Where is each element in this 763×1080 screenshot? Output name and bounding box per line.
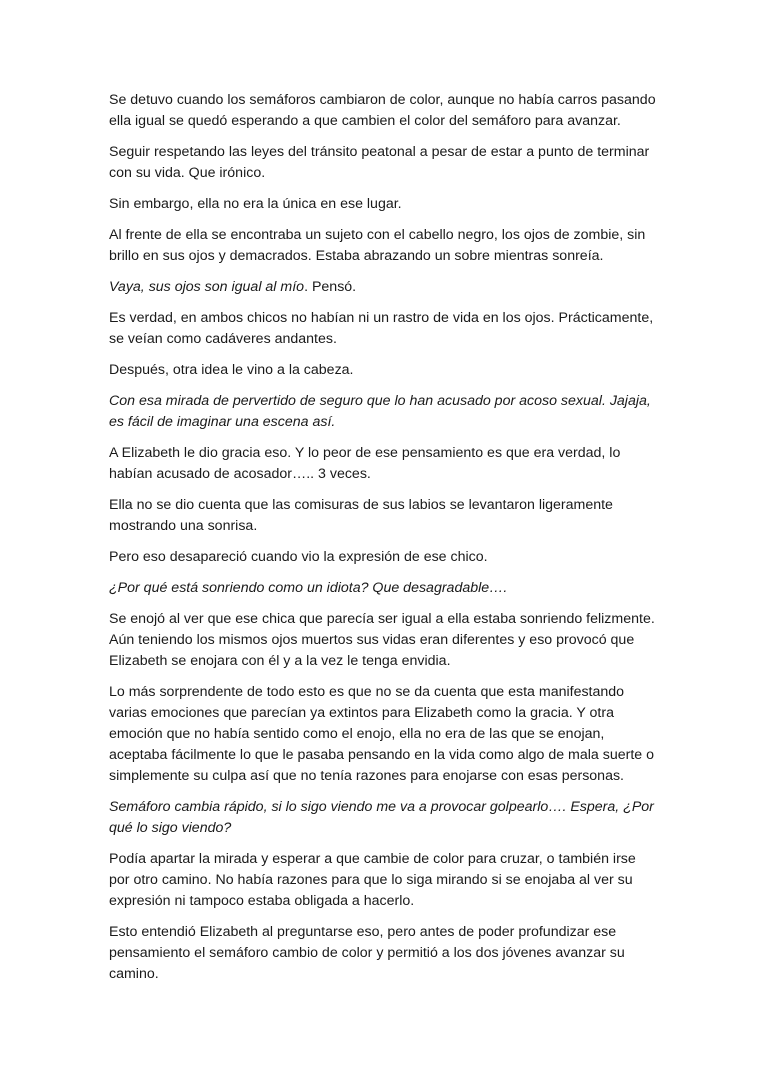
paragraph-9: A Elizabeth le dio gracia eso. Y lo peor de ese pensamiento es que era verdad, lo habían acusado de acosador….. 3 veces. — [109, 445, 621, 482]
paragraph-15: Semáforo cambia rápido, si lo sigo viendo me va a provocar golpearlo…. Espera, ¿Por qué lo sigo viendo? — [109, 799, 654, 836]
paragraph-14: Lo más sorprendente de todo esto es que no se da cuenta que esta manifestando varias emociones que parecían ya extintos para Elizabeth como la gracia. Y otra emoción que no había sentido como el enojo, ella no era de las que se enojan, aceptaba fácilmente lo que le pasaba pensando en la vida como algo de mala suerte o simplemente su culpa así que no tenía razones para enojarse con esas personas. — [109, 684, 655, 784]
paragraph-5 — [109, 277, 657, 298]
paragraph-10: Ella no se dio cuenta que las comisuras de sus labios se levantaron ligeramente mostrando una sonrisa. — [109, 497, 613, 534]
paragraph-16: Podía apartar la mirada y esperar a que cambie de color para cruzar, o también irse por otro camino. No había razones para que lo siga mirando si se enojaba al ver su expresión ni tampoco estaba obligada a hacerlo. — [109, 851, 636, 909]
paragraph-1: Se detuvo cuando los semáforos cambiaron de color, aunque no había carros pasando ella igual se quedó esperando a que cambien el color del semáforo para avanzar. — [109, 92, 656, 129]
paragraph-3: Sin embargo, ella no era la única en ese lugar. — [109, 196, 402, 212]
paragraph-13: Se enojó al ver que ese chica que parecía ser igual a ella estaba sonriendo felizmente. Aún teniendo los mismos ojos muertos sus vidas eran diferentes y eso provocó que Elizabeth se enojara con él y a la vez le tenga envidia. — [109, 611, 655, 669]
paragraph-8: Con esa mirada de pervertido de seguro que lo han acusado por acoso sexual. Jajaja, es fácil de imaginar una escena así. — [109, 393, 651, 430]
paragraph-7: Después, otra idea le vino a la cabeza. — [109, 362, 354, 378]
paragraph-6: Es verdad, en ambos chicos no habían ni un rastro de vida en los ojos. Prácticamente, se veían como cadáveres andantes. — [109, 310, 654, 347]
paragraph-5-thought: Vaya, sus ojos son igual al mío — [109, 279, 305, 295]
paragraph-5-rest: . Pensó. — [304, 279, 357, 295]
document-page — [109, 90, 657, 995]
paragraph-12: ¿Por qué está sonriendo como un idiota? Que desagradable…. — [109, 580, 508, 596]
paragraph-2: Seguir respetando las leyes del tránsito peatonal a pesar de estar a punto de terminar con su vida. Que irónico. — [109, 144, 650, 181]
paragraph-17: Esto entendió Elizabeth al preguntarse eso, pero antes de poder profundizar ese pensamiento el semáforo cambio de color y permitió a los dos jóvenes avanzar su camino. — [109, 924, 625, 982]
paragraph-11: Pero eso desapareció cuando vio la expresión de ese chico. — [109, 549, 488, 565]
paragraph-4: Al frente de ella se encontraba un sujeto con el cabello negro, los ojos de zombie, sin brillo en sus ojos y demacrados. Estaba abrazando un sobre mientras sonreía. — [109, 227, 646, 264]
